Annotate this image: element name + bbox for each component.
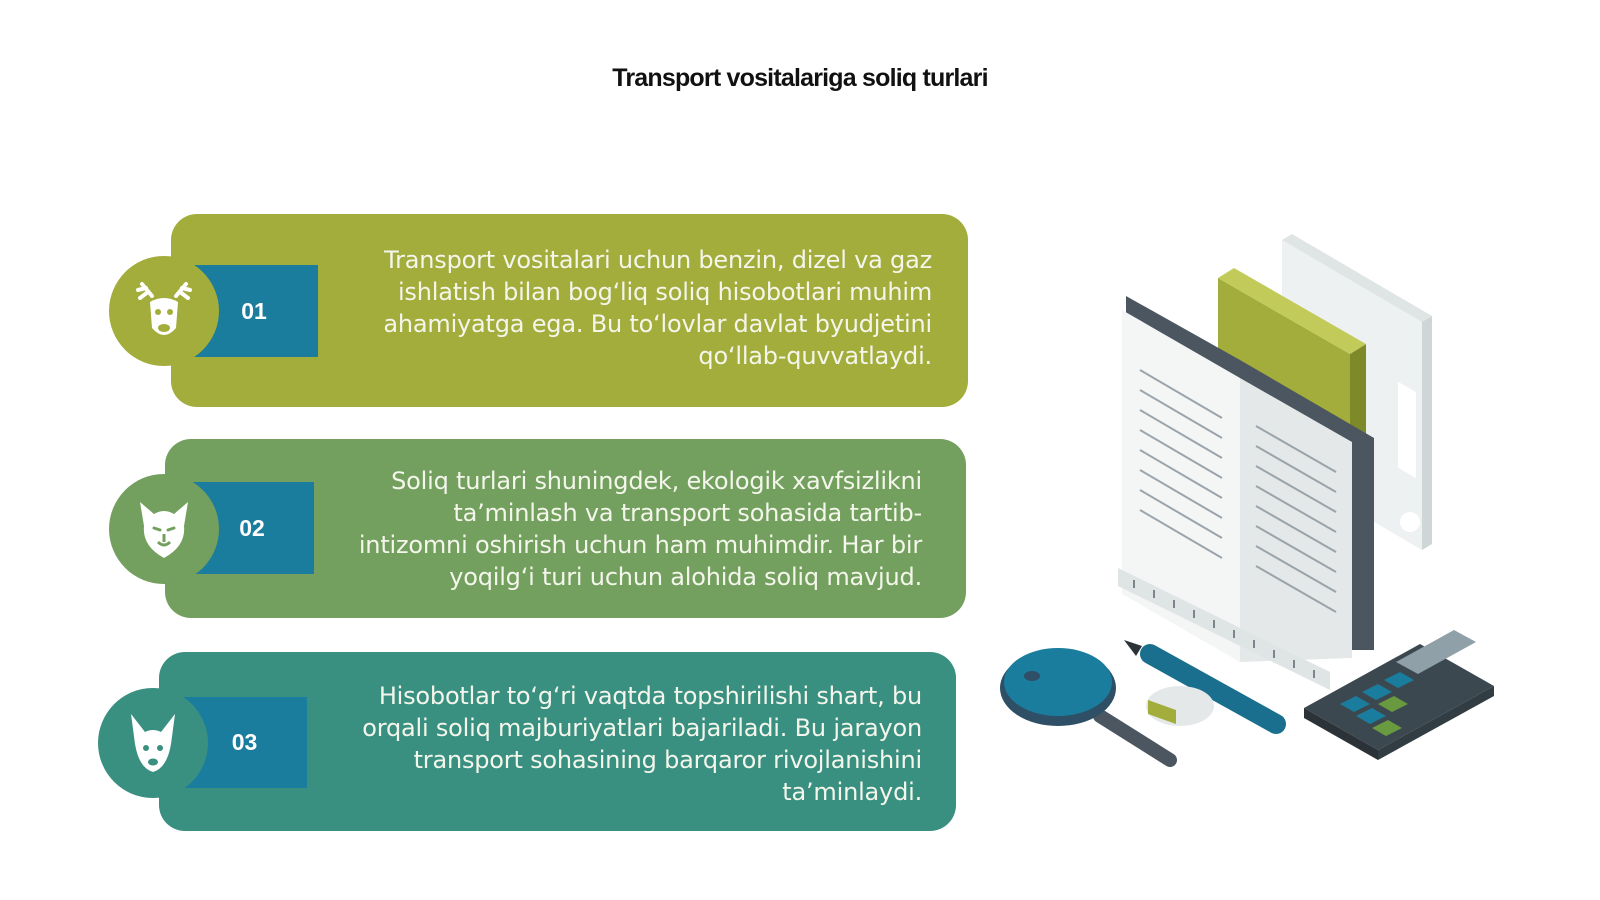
eraser-icon <box>1146 686 1214 726</box>
text-line: orqali soliq majburiyatlari bajariladi. Bu jarayon <box>362 714 922 742</box>
office-supplies-illustration <box>1000 230 1520 790</box>
item-number: 02 <box>239 514 265 541</box>
item-number: 01 <box>241 297 267 324</box>
text-line: transport sohasining barqaror rivojlanishini <box>413 746 922 774</box>
text-line: ahamiyatga ega. Bu to‘lovlar davlat byudjetini <box>383 310 932 338</box>
card-text-2 <box>352 465 922 593</box>
magnifier-icon <box>1000 648 1170 760</box>
item-number: 03 <box>231 729 258 755</box>
text-line: qo‘llab-quvvatlaydi. <box>698 342 932 370</box>
icon-badge-1 <box>109 256 219 366</box>
card-text-1 <box>372 244 932 372</box>
deer-icon <box>132 276 196 346</box>
text-line: Transport vositalari uchun benzin, dizel va gaz <box>384 246 932 274</box>
icon-badge-2 <box>109 474 219 584</box>
fox-icon <box>121 708 185 778</box>
text-line: ta’minlaydi. <box>782 778 922 806</box>
lion-icon <box>132 494 196 564</box>
card-text-3 <box>362 680 922 808</box>
text-line: yoqilg‘i turi uchun alohida soliq mavjud. <box>449 563 922 591</box>
icon-badge-3 <box>98 688 208 798</box>
text-line: ta’minlash va transport sohasida tartib- <box>453 499 922 527</box>
text-line: intizomni oshirish uchun ham muhimdir. Har bir <box>358 531 922 559</box>
text-line: ishlatish bilan bog‘liq soliq hisobotlari muhim <box>397 278 932 306</box>
text-line: Soliq turlari shuningdek, ekologik xavfsizlikni <box>391 467 922 495</box>
text-line: Hisobotlar to‘g‘ri vaqtda topshirilishi shart, bu <box>378 682 922 710</box>
page-title: Transport vositalariga soliq turlari <box>612 64 988 92</box>
